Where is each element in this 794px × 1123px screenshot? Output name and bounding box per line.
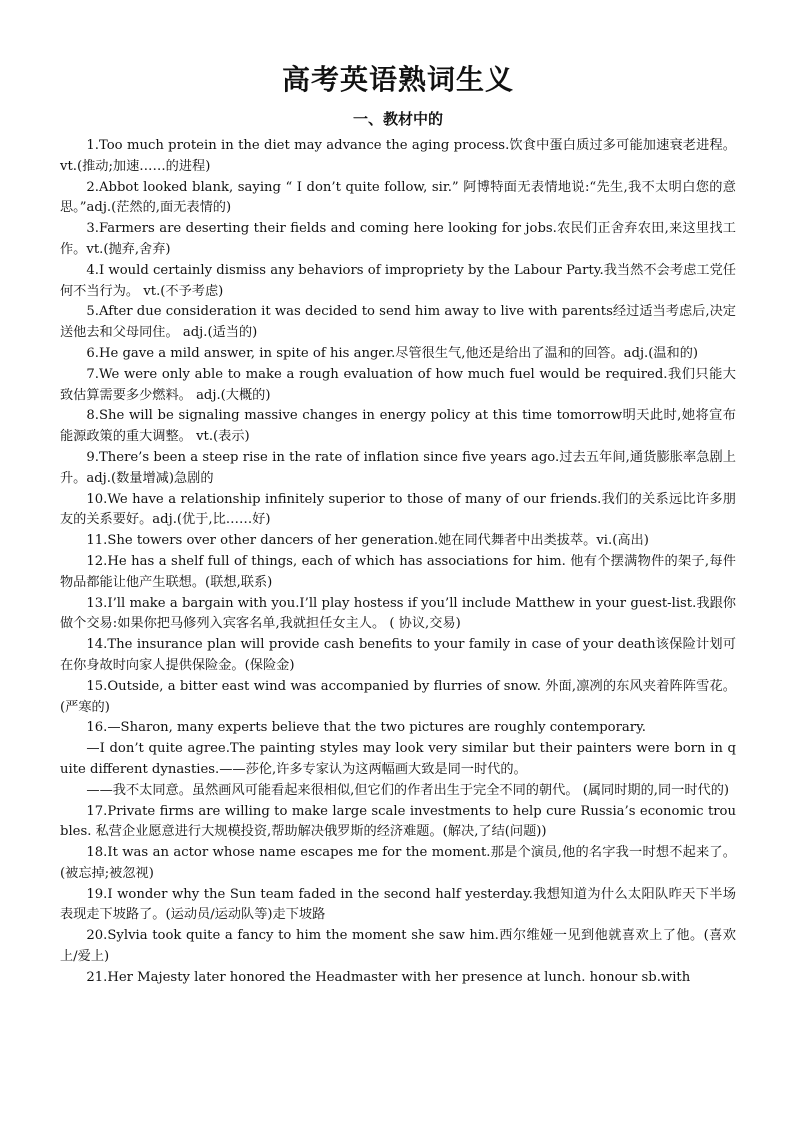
list-item: 14.The insurance plan will provide cash benefits to your family in case of your death该保险计划可在你身故时向家人提供保险金。(保险金): [60, 637, 736, 673]
list-item: 2.Abbot looked blank, saying “ I don’t quite follow, sir.” 阿博特面无表情地说:“先生,我不太明白您的意思。”adj.(茫然的,面无表情的): [60, 179, 736, 216]
list-item: 15.Outside, a bitter east wind was accompanied by flurries of snow. 外面,凛冽的东风夹着阵阵雪花。(严寒的): [60, 678, 736, 715]
dialogue-translation: ——我不太同意。虽然画风可能看起来很相似,但它们的作者出生于完全不同的朝代。 (属同时期的,同一时代的): [86, 782, 730, 798]
list-item: 21.Her Majesty later honored the Headmaster with her presence at lunch. honour sb.with: [86, 969, 691, 985]
list-item: 5.After due consideration it was decided to send him away to live with parents经过适当考虑后,决定送他去和父母同住。 adj.(适当的): [60, 304, 736, 341]
list-item: 13.I’ll make a bargain with you.I’ll play hostess if you’ll include Matthew in your guest-list.我跟你做个交易:如果你把马修列入宾客名单,我就担任女主人。 ( 协议,交易): [60, 595, 736, 632]
document-page: [60, 58, 736, 989]
list-item: 9.There’s been a steep rise in the rate of inflation since five years ago.过去五年间,通货膨胀率急剧上升。adj.(数量增减)急剧的: [60, 449, 736, 486]
dialogue-question: 16.—Sharon, many experts believe that the two pictures are roughly contemporary.: [86, 720, 646, 736]
list-item: 1.Too much protein in the diet may advance the aging process.饮食中蛋白质过多可能加速衰老进程。vt.(推动;加速……的进程): [60, 138, 736, 174]
list-item: 18.It was an actor whose name escapes me for the moment.那是个演员,他的名字我一时想不起来了。 (被忘掉;被忽视): [60, 845, 736, 881]
list-item: 3.Farmers are deserting their fields and coming here looking for jobs.农民们正舍弃农田,来这里找工作。vt.(抛弃,舍弃): [60, 221, 736, 257]
list-item: 7.We were only able to make a rough evaluation of how much fuel would be required.我们只能大致估算需要多少燃料。 adj.(大概的): [60, 366, 736, 403]
list-item: 17.Private firms are willing to make large scale investments to help cure Russia’s economic troubles. 私营企业愿意进行大规模投资,帮助解决俄罗斯的经济难题。(解决,了结(问题)): [60, 803, 736, 840]
list-item: 6.He gave a mild answer, in spite of his anger.尽管很生气,他还是给出了温和的回答。adj.(温和的): [86, 345, 699, 361]
page-title: 高考英语熟词生义: [281, 63, 514, 96]
list-item: 12.He has a shelf full of things, each of which has associations for him. 他有个摆满物件的架子,每件物品都能让他产生联想。(联想,联系): [60, 553, 736, 590]
list-item: 20.Sylvia took quite a fancy to him the moment she saw him.西尔维娅一见到他就喜欢上了他。(喜欢上/爱上): [60, 928, 736, 965]
section-heading: 一、教材中的: [352, 110, 443, 128]
list-item: 8.She will be signaling massive changes in energy policy at this time tomorrow明天此时,她将宣布能源政策的重大调整。 vt.(表示): [60, 408, 736, 445]
list-item: 19.I wonder why the Sun team faded in the second half yesterday.我想知道为什么太阳队昨天下半场表现走下坡路了。(运动员/运动队等)走下坡路: [60, 886, 736, 923]
list-item: 11.She towers over other dancers of her generation.她在同代舞者中出类拔萃。vi.(高出): [86, 533, 649, 549]
list-item: 4.I would certainly dismiss any behaviors of impropriety by the Labour Party.我当然不会考虑工党任何不当行为。 vt.(不予考虑): [60, 262, 736, 299]
list-item: 10.We have a relationship infinitely superior to those of many of our friends.我们的关系远比许多朋友的关系要好。adj.(优于,比……好): [60, 491, 736, 528]
dialogue-answer: —I don’t quite agree.The painting styles may look very similar but their painters were born in quite different dynasties.——莎伦,许多专家认为这两幅画大致是同一时代的。: [60, 741, 736, 777]
